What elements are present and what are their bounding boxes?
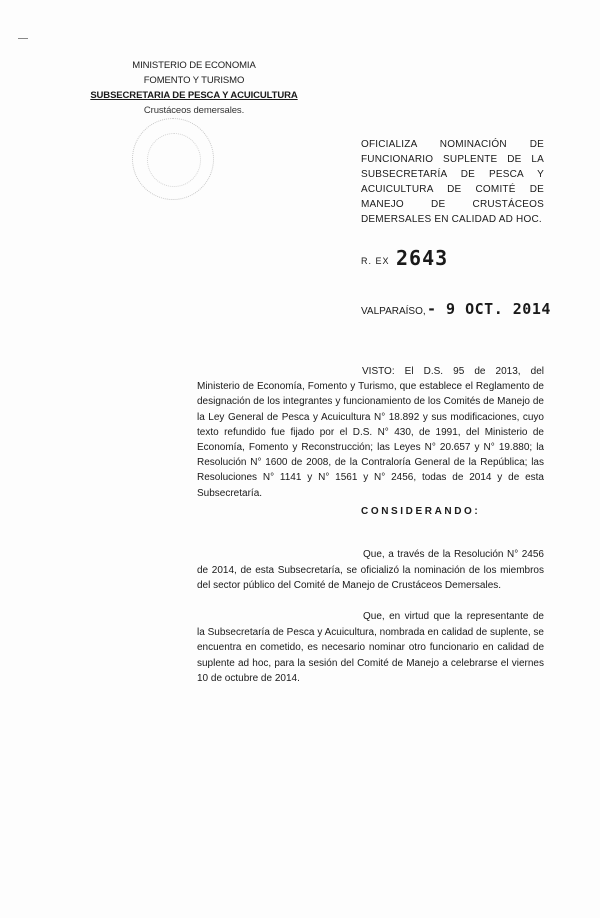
department-name: Crustáceos demersales. (143, 105, 245, 116)
reference-label: R. EX (361, 256, 390, 266)
official-stamp (132, 118, 214, 200)
ministry-name: MINISTERIO DE ECONOMIA (132, 60, 256, 71)
letterhead (84, 58, 304, 118)
ministry-subtitle: FOMENTO Y TURISMO (143, 75, 245, 86)
date-stamp: - 9 OCT. 2014 (427, 300, 551, 318)
place-label: VALPARAÍSO, (361, 306, 426, 317)
reference-number: 2643 (396, 246, 449, 270)
resolution-summary: OFICIALIZA NOMINACIÓN DE FUNCIONARIO SUPLENTE DE LA SUBSECRETARÍA DE PESCA Y ACUICULTURA DE COMITÉ DE MANEJO DE CRUSTÁCEOS DEMERSALES EN CALIDAD AD HOC. (361, 139, 544, 225)
considerando-paragraph-1: Que, a través de la Resolución N° 2456 de 2014, de esta Subsecretaría, se oficializó la nominación de los miembros del sector público del Comité de Manejo de Crustáceos Demersales. (197, 549, 544, 591)
considerando-heading: CONSIDERANDO: (361, 506, 481, 517)
undersecretariat-name: SUBSECRETARIA DE PESCA Y ACUICULTURA (90, 90, 298, 101)
scan-mark (18, 38, 28, 39)
considerando-paragraph-2: Que, en virtud que la representante de la Subsecretaría de Pesca y Acuicultura, nombrada en calidad de suplente, se encuentra en cometido, es necesario nominar otro funcionario en calidad de suplente ad hoc, para la sesión del Comité de Manejo a celebrarse el viernes 10 de octubre de 2014. (197, 611, 544, 684)
visto-paragraph: VISTO: El D.S. 95 de 2013, del Ministerio de Economía, Fomento y Turismo, que establece el Reglamento de designación de los integrantes y funcionamiento de los Comités de Manejo de la Ley General de Pesca y Acuicultura N° 18.892 y sus modificaciones, cuyo texto refundido fue fijado por el D.S. N° 430, de 1991, del Ministerio de Economía, Fomento y Reconstrucción; las Leyes N° 20.657 y N° 19.880; la Resolución N° 1600 de 2008, de la Contraloría General de la República; las Resoluciones N° 1141 y N° 1561 y N° 2456, todas de 2014 y de esta Subsecretaría. (197, 366, 544, 499)
